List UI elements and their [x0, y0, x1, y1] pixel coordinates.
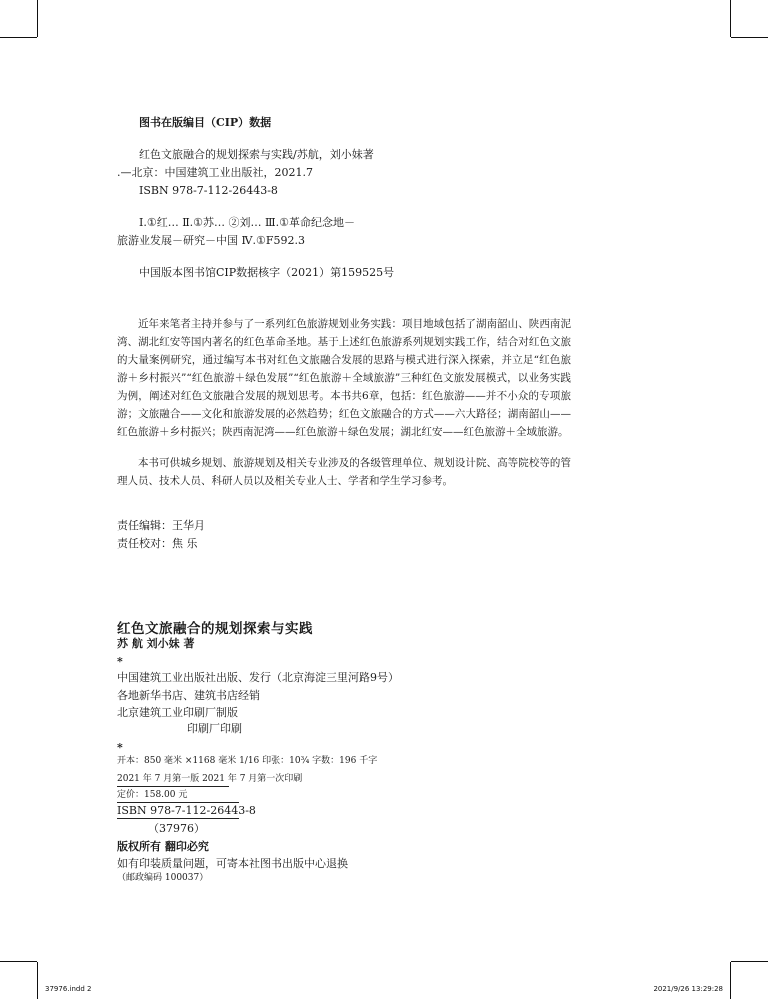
book-authors: 苏 航 刘小妹 著	[117, 637, 195, 650]
isbn-line: ISBN 978-7-112-26443-8	[117, 804, 256, 817]
publisher-line: 中国建筑工业出版社出版、发行（北京海淀三里河路9号）	[117, 671, 399, 684]
rule-line	[117, 786, 229, 787]
cip-isbn: ISBN 978-7-112-26443-8	[139, 184, 278, 197]
cip-heading: 图书在版编目（CIP）数据	[139, 116, 272, 129]
price-line: 定价：158.00 元	[117, 790, 188, 800]
typesetter-line: 北京建筑工业印刷厂制版	[117, 706, 238, 719]
rule-line	[117, 802, 239, 803]
cip-line: .—北京：中国建筑工业出版社，2021.7	[117, 166, 313, 179]
cip-line: 旅游业发展－研究－中国 Ⅳ.①F592.3	[117, 234, 305, 247]
slug-filename: 37976.indd 2	[45, 985, 92, 993]
responsible-editor: 责任编辑：王华月	[117, 519, 205, 532]
copyright-line: 版权所有 翻印必究	[117, 840, 209, 853]
distributor-line: 各地新华书店、建筑书店经销	[117, 689, 260, 702]
separator-star: *	[117, 741, 123, 754]
format-line: 开本：850 毫米 ×1168 毫米 1/16 印张：10¾ 字数：196 千字	[117, 756, 378, 766]
cip-line: Ⅰ.①红… Ⅱ.①苏… ②刘… Ⅲ.①革命纪念地－	[139, 216, 355, 229]
rule-line	[117, 818, 239, 819]
postcode-line: （邮政编码 100037）	[117, 873, 209, 883]
slug-timestamp: 2021/9/26 13:29:28	[653, 985, 723, 993]
book-title: 红色文旅融合的规划探索与实践	[117, 621, 313, 637]
summary-paragraph: 近年来笔者主持并参与了一系列红色旅游规划业务实践：项目地域包括了湖南韶山、陕西南泥湾、湖北红安等国内著名的红色革命圣地。基于上述红色旅游系列规划实践工作，结合对红色文旅的大量案例研究，通过编写本书对红色文旅融合发展的思路与模式进行深入探索，并立足“红色旅游＋乡村振兴”“红色旅游＋绿色发展”“红色旅游＋全域旅游”三种红色文旅发展模式，以业务实践为例，阐述对红色文旅融合发展的规划思考。本书共6章，包括：红色旅游——并不小众的专项旅游；文旅融合——文化和旅游发展的必然趋势；红色文旅融合的方式——六大路径；湖南韶山——红色旅游＋乡村振兴；陕西南泥湾——红色旅游＋绿色发展；湖北红安——红色旅游＋全域旅游。	[117, 318, 571, 438]
printer-line: 印刷厂印刷	[187, 722, 242, 735]
edition-line: 2021 年 7 月第一版 2021 年 7 月第一次印刷	[117, 774, 303, 784]
summary-paragraph: 本书可供城乡规划、旅游规划及相关专业涉及的各级管理单位、规划设计院、高等院校等的管理人员、技术人员、科研人员以及相关专业人士、学者和学生学习参考。	[117, 457, 571, 487]
cip-number: 中国版本图书馆CIP数据核字（2021）第159525号	[139, 266, 395, 279]
notice-line: 如有印装质量问题，可寄本社图书出版中心退换	[117, 857, 348, 870]
responsible-proofreader: 责任校对：焦 乐	[117, 537, 198, 550]
book-code: （37976）	[148, 822, 205, 835]
cip-line: 红色文旅融合的规划探索与实践/苏航，刘小妹著	[139, 148, 374, 161]
separator-star: *	[117, 655, 123, 668]
